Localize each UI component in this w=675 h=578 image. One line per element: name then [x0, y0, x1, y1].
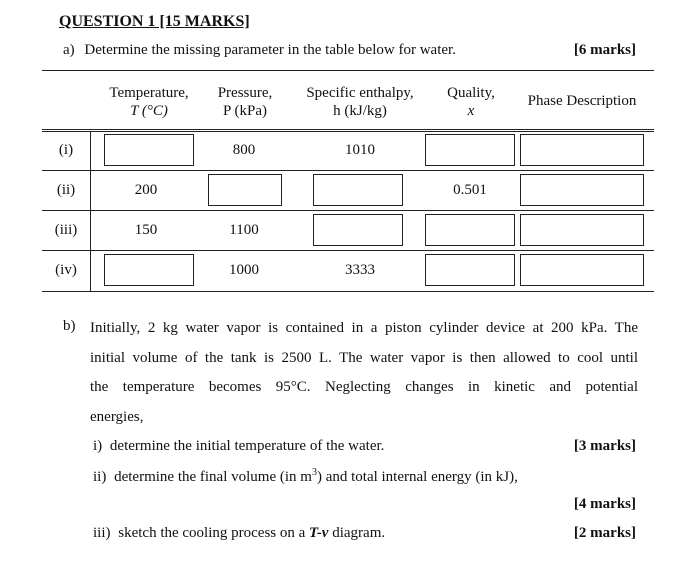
question-title: QUESTION 1 [15 MARKS] [59, 13, 250, 30]
row-rule [42, 250, 654, 251]
row-label: (ii) [56, 182, 76, 198]
phase-answer-box[interactable] [520, 174, 644, 206]
pressure-value: 1100 [229, 222, 259, 238]
sub-i-marks: [3 marks] [573, 438, 636, 454]
pressure-answer-box[interactable] [208, 174, 282, 206]
row-label: (i) [58, 142, 74, 158]
enthalpy-value: 3333 [345, 262, 375, 278]
sub-iii-text-before: sketch the cooling process on a [118, 525, 310, 541]
paragraph-line: the temperature becomes 95°C. Neglecting changes in kinetic and potential [90, 379, 638, 395]
paragraph-line: Initially, 2 kg water vapor is contained in a piston cylinder device at 200 kPa. The [90, 320, 638, 336]
quality-answer-box[interactable] [425, 214, 515, 246]
part-a-text: Determine the missing parameter in the table below for water. [84, 42, 456, 58]
temperature-value: 150 [134, 222, 158, 238]
header-quality: Quality, x [447, 85, 495, 119]
label-column-divider [90, 131, 91, 291]
enthalpy-answer-box[interactable] [313, 214, 403, 246]
part-a-question [63, 42, 456, 59]
sub-ii-text-before: determine the final volume (in m [114, 469, 312, 485]
paragraph-line: energies, [90, 408, 144, 425]
part-a-label: a) [63, 42, 75, 58]
table-top-rule [42, 70, 654, 71]
sub-question-ii [93, 467, 518, 486]
header-phase: Phase Description [527, 93, 637, 109]
row-label: (iv) [55, 262, 77, 278]
phase-answer-box[interactable] [520, 254, 644, 286]
paragraph-line: initial volume of the tank is 2500 L. The water vapor is then allowed to cool until [90, 349, 638, 366]
quality-value: 0.501 [453, 182, 487, 198]
table-bottom-rule [42, 291, 654, 292]
pressure-value: 800 [232, 142, 256, 158]
sub-iii-emphasis: T-v [309, 525, 329, 541]
header-rule-1 [42, 129, 654, 130]
temperature-answer-box[interactable] [104, 254, 194, 286]
phase-answer-box[interactable] [520, 214, 644, 246]
part-a-marks: [6 marks] [573, 42, 636, 58]
temperature-answer-box[interactable] [104, 134, 194, 166]
phase-answer-box[interactable] [520, 134, 644, 166]
enthalpy-answer-box[interactable] [313, 174, 403, 206]
part-b-paragraph [90, 314, 638, 432]
sub-ii-superscript: 3 [311, 467, 317, 478]
sub-i-label: i) [93, 438, 103, 454]
sub-iii-label: iii) [93, 525, 111, 541]
sub-i-text: determine the initial temperature of the water. [109, 438, 385, 454]
pressure-value: 1000 [229, 262, 259, 278]
quality-answer-box[interactable] [425, 254, 515, 286]
temperature-value: 200 [134, 182, 158, 198]
enthalpy-value: 1010 [345, 142, 375, 158]
row-label: (iii) [54, 222, 78, 238]
row-rule [42, 170, 654, 171]
sub-iii-marks: [2 marks] [573, 525, 636, 541]
sub-ii-text-after: ) and total internal energy (in kJ), [316, 469, 518, 485]
sub-question-iii [93, 525, 385, 542]
quality-answer-box[interactable] [425, 134, 515, 166]
sub-question-i [93, 438, 384, 455]
header-temperature: Temperature, T (°C) [109, 85, 189, 119]
sub-ii-marks: [4 marks] [573, 496, 636, 512]
header-enthalpy: Specific enthalpy, h (kJ/kg) [306, 85, 414, 119]
header-pressure: Pressure, P (kPa) [217, 85, 273, 119]
row-rule [42, 210, 654, 211]
sub-iii-text-after: diagram. [328, 525, 386, 541]
header-rule-2 [42, 131, 654, 132]
part-b-label: b) [63, 318, 76, 334]
sub-ii-label: ii) [93, 469, 107, 485]
